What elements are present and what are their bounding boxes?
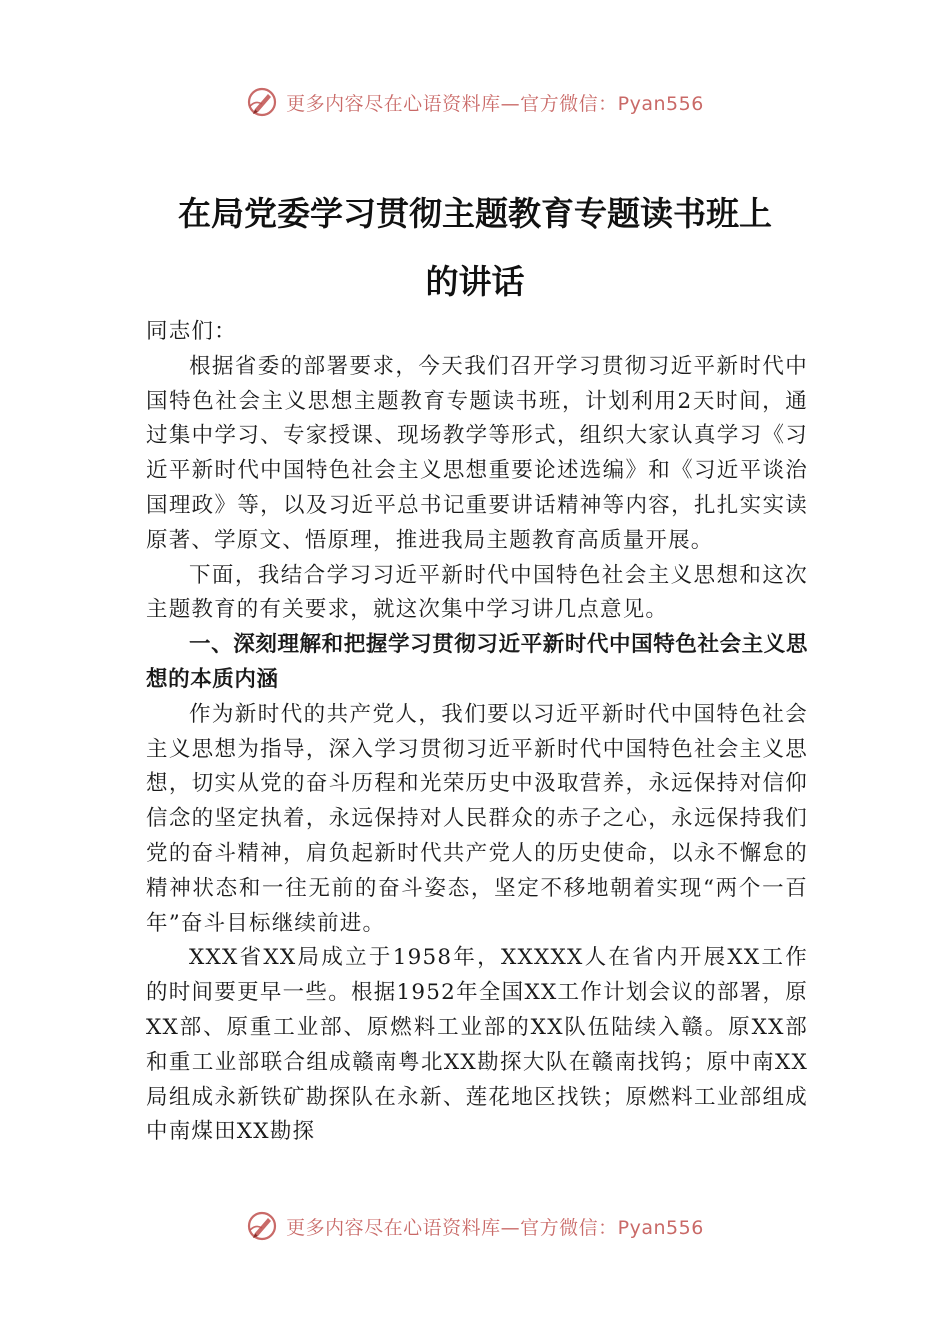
footer-banner-text: 更多内容尽在心语资料库—官方微信：Pyan556 — [286, 1216, 704, 1239]
paragraph-1: 根据省委的部署要求，今天我们召开学习贯彻习近平新时代中国特色社会主义思想主题教育专题读书班，计划利用2天时间，通过集中学习、专家授课、现场教学等形式，组织大家认真学习《习近平新时代中国特色社会主义思想重要论述选编》和《习近平谈治国理政》等，以及习近平总书记重要讲话精神等内容，扎扎实实读原著、学原文、悟原理，推进我局主题教育高质量开展。 — [146, 353, 808, 553]
footer-banner[interactable] — [0, 1202, 950, 1246]
document-title-line1: 在局党委学习贯彻主题教育专题读书班上 — [178, 194, 772, 233]
header-banner[interactable] — [0, 82, 950, 122]
document-body — [146, 315, 808, 1150]
paragraph-2: 下面，我结合学习习近平新时代中国特色社会主义思想和这次主题教育的有关要求，就这次集中学习讲几点意见。 — [146, 562, 808, 623]
document-title-line2: 的讲话 — [425, 262, 525, 301]
pen-logo-icon — [246, 1210, 278, 1242]
paragraph-4: XXX省XX局成立于1958年，XXXXX人在省内开展XX工作的时间要更早一些。根据1952年全国XX工作计划会议的部署，原XX部、原重工业部、原燃料工业部的XX队伍陆续入赣。原XX部和重工业部联合组成赣南粤北XX勘探大队在赣南找钨；原中南XX局组成永新铁矿勘探队在永新、莲花地区找铁；原燃料工业部组成中南煤田XX勘探 — [146, 945, 808, 1145]
section-heading-1: 一、深刻理解和把握学习贯彻习近平新时代中国特色社会主义思想的本质内涵 — [146, 632, 808, 692]
paragraph-3: 作为新时代的共产党人，我们要以习近平新时代中国特色社会主义思想为指导，深入学习贯彻习近平新时代中国特色社会主义思想，切实从党的奋斗历程和光荣历史中汲取营养，永远保持对信仰信念的坚定执着，永远保持对人民群众的赤子之心，永远保持我们党的奋斗精神，肩负起新时代共产党人的历史使命，以永不懈怠的精神状态和一往无前的奋斗姿态，坚定不移地朝着实现“两个一百年”奋斗目标继续前进。 — [146, 701, 808, 936]
header-banner-text: 更多内容尽在心语资料库—官方微信：Pyan556 — [286, 92, 704, 115]
pen-logo-icon — [246, 86, 278, 118]
salutation: 同志们： — [146, 319, 237, 344]
